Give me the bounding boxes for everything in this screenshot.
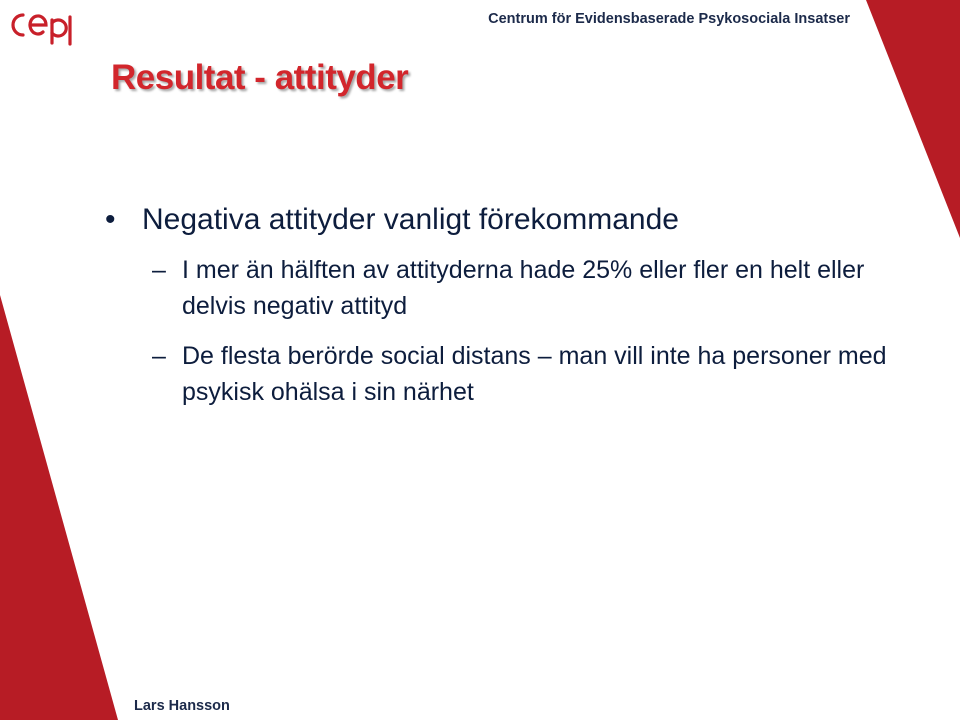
slide-title: Resultat - attityder	[111, 58, 409, 97]
bullet-dot-icon: •	[105, 203, 116, 236]
dash-icon: –	[152, 256, 166, 284]
right-red-swoosh	[866, 0, 960, 238]
subbullet-text: I mer än hälften av attityderna hade 25% eller fler en helt eller delvis negativ attityd	[182, 256, 865, 320]
bullet-text: Negativa attityder vanligt förekommande	[142, 203, 679, 236]
cepi-logo	[8, 6, 96, 46]
left-red-swoosh	[0, 295, 118, 720]
subbullet-text: De flesta berörde social distans – man vill inte ha personer med psykisk ohälsa i sin närhet	[182, 342, 887, 406]
footer-author: Lars Hansson	[134, 698, 230, 714]
organization-name: Centrum för Evidensbaserade Psykosociala Insatser	[488, 11, 850, 27]
dash-icon: –	[152, 342, 166, 370]
